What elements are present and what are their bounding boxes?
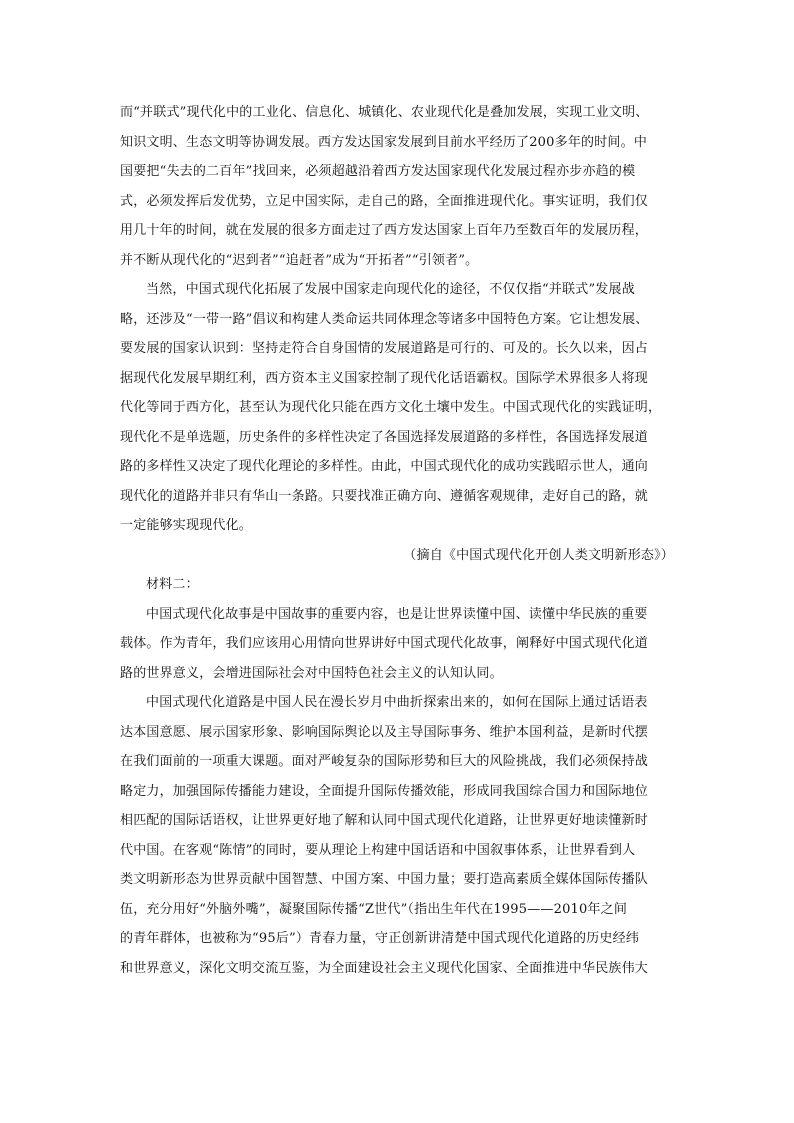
text-line: 路的世界意义，会增进国际社会对中国特色社会主义的认知认同。 bbox=[120, 665, 503, 681]
text-line: 而“并联式”现代化中的工业化、信息化、城镇化、农业现代化是叠加发展，实现工业文明、 bbox=[120, 105, 649, 120]
paragraph-international-discourse bbox=[120, 688, 680, 983]
text-line: 代化等同于西方化，甚至认为现代化只能在西方文化土壤中发生。中国式现代化的实践证明， bbox=[120, 400, 662, 415]
material-two-label: 材料二： bbox=[146, 577, 199, 592]
text-line: 在我们面前的一项重大课题。面对严峻复杂的国际形势和巨大的风险挑战，我们必须保持战 bbox=[120, 754, 649, 769]
text-line: 要发展的国家认识到：坚持走符合自身国情的发展道路是可行的、可及的。长久以来，因占 bbox=[120, 341, 649, 356]
text-line: 相匹配的国际话语权，让世界更好地了解和认同中国式现代化道路，让世界更好地读懂新时 bbox=[120, 813, 649, 828]
text-line: 中国式现代化故事是中国故事的重要内容，也是让世界读懂中国、读懂中华民族的重要 bbox=[146, 606, 648, 622]
text-line: 略定力，加强国际传播能力建设，全面提升国际传播效能，形成同我国综合国力和国际地位 bbox=[120, 783, 649, 799]
text-line: 知识文明、生态文明等协调发展。西方发达国家发展到目前水平经历了200多年的时间。中 bbox=[120, 134, 648, 150]
text-line: 一定能够实现现代化。 bbox=[120, 518, 253, 533]
text-line: 并不断从现代化的“迟到者”“追赶者”成为“开拓者”“引领者”。 bbox=[120, 252, 479, 268]
text-line: 伍，充分用好“外脑外嘴”，凝聚国际传播“Z世代”（指出生年代在1995——2010年之间 bbox=[120, 901, 628, 917]
text-line: 代中国。在客观“陈情”的同时，要从理论上构建中国话语和中国叙事体系，让世界看到人 bbox=[120, 842, 636, 858]
text-line: 类文明新形态为世界贡献中国智慧、中国方案、中国力量；要打造高素质全媒体国际传播队 bbox=[120, 872, 649, 887]
text-line: 国要把“失去的二百年”找回来，必须超越沿着西方发达国家现代化发展过程亦步亦趋的模 bbox=[120, 164, 636, 179]
text-line: 达本国意愿、展示国家形象、影响国际舆论以及主导国际事务、维护本国利益，是新时代摆 bbox=[120, 724, 649, 740]
document-body bbox=[120, 98, 680, 983]
text-line: 中国式现代化道路是中国人民在漫长岁月中曲折探索出来的，如何在国际上通过话语表 bbox=[146, 695, 648, 710]
text-line: 和世界意义，深化文明交流互鉴，为全面建设社会主义现代化国家、全面推进中华民族伟大 bbox=[120, 960, 649, 976]
paragraph-modernization-path bbox=[120, 98, 680, 275]
text-line: 的青年群体，也被称为“95后”）青春力量，守正创新讲清楚中国式现代化道路的历史经纬 bbox=[120, 931, 640, 946]
text-line: 载体。作为青年，我们应该用心用情向世界讲好中国式现代化故事，阐释好中国式现代化道 bbox=[120, 636, 649, 651]
text-line: 式，必须发挥后发优势，立足中国实际，走自己的路，全面推进现代化。事实证明，我们仅 bbox=[120, 193, 649, 209]
text-line: 用几十年的时间，就在发展的很多方面走过了西方发达国家上百年乃至数百年的发展历程， bbox=[120, 223, 649, 238]
source-citation: （摘自《中国式现代化开创人类文明新形态》） bbox=[403, 547, 674, 563]
text-line: 当然，中国式现代化拓展了发展中国家走向现代化的途径，不仅仅指“并联式”发展战 bbox=[146, 282, 635, 297]
text-line: 路的多样性又决定了现代化理论的多样性。由此，中国式现代化的成功实践昭示世人，通向 bbox=[120, 459, 649, 474]
text-line: 略，还涉及“一带一路”倡议和构建人类命运共同体理念等诸多中国特色方案。它让想发展、 bbox=[120, 311, 649, 327]
paragraph-chinese-modernization-significance bbox=[120, 275, 680, 541]
paragraph-story-telling bbox=[120, 600, 680, 689]
text-line: 现代化的道路并非只有华山一条路。只要找准正确方向、遵循客观规律，走好自己的路，就 bbox=[120, 488, 649, 504]
text-line: 据现代化发展早期红利，西方资本主义国家控制了现代化话语霸权。国际学术界很多人将现 bbox=[120, 370, 649, 386]
text-line: 现代化不是单选题，历史条件的多样性决定了各国选择发展道路的多样性，各国选择发展道 bbox=[120, 429, 649, 445]
